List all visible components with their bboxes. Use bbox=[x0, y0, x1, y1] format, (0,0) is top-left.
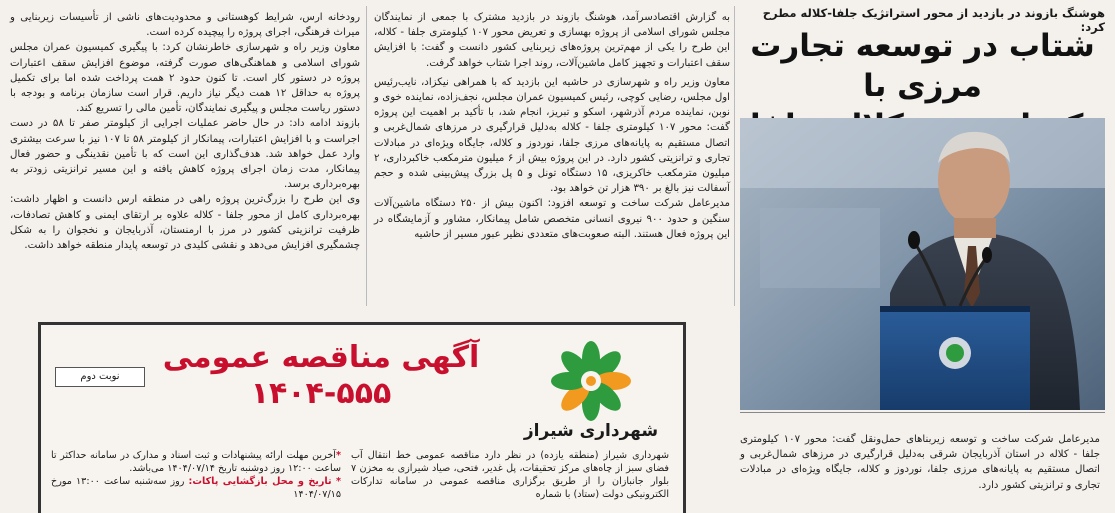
tender-number: ۱۴۰۴-۵۵۵ bbox=[250, 376, 392, 411]
column-divider bbox=[366, 6, 367, 306]
article-photo bbox=[740, 118, 1105, 410]
submission-deadline bbox=[51, 449, 341, 475]
tender-title: آگهی مناقصه عمومی bbox=[162, 340, 480, 375]
opening-date-text: روز سه‌شنبه ساعت ۱۳:۰۰ مورخ ۱۴۰۴/۰۷/۱۵ bbox=[51, 476, 341, 500]
caption-divider bbox=[740, 412, 1105, 413]
opening-date bbox=[51, 475, 341, 501]
opening-date-label: * تاریخ و محل بازگشایی پاکات: bbox=[188, 476, 341, 487]
notice-round-badge: نوبت دوم bbox=[55, 367, 145, 387]
tender-deadlines bbox=[51, 449, 341, 501]
body-paragraph: معاون وزیر راه و شهرسازی خاطرنشان کرد: با پیگیری کمیسیون عمران مجلس شورای اسلامی و هماهنگی‌های صورت گرفته، موضوع افزایش سقف اعتبارات پروژه در دستور کار است. تا کنون حدود ۲ همت پرداخت شده اما برای تکمیل پروژه به حداقل ۱۲ همت دیگر نیاز داریم. قرار است سازمان برنامه و بودجه با دستور ریاست مجلس و پیگیری نمایندگان، تأمین مالی را تسریع کند. bbox=[10, 42, 360, 115]
body-paragraph: معاون وزیر راه و شهرسازی در حاشیه این بازدید که با همراهی نیکزاد، نایب‌رئیس اول مجلس، رضایی کوچی، رئیس کمیسیون عمران مجلس، نجف‌زاده، نماینده خوی و نوبن، نماینده مردم آذرشهر، اسکو و تبریز، انجام شد، با تأکید بر اهمیت این پروژه گفت: محور ۱۰۷ کیلومتری جلفا - کلاله به‌دلیل قرارگیری در مرزهای شمال‌غربی و اتصال مستقیم به پایانه‌های مرزی جلفا، نوردوز و کلاله، جایگاه ویژه‌ای در مبادلات تجاری و ترانزیتی کشور دارد. در این پروژه بیش از ۶ میلیون مترمکعب خاکبرداری، ۲ میلیون مترمکعب خاکریزی، ۱۵ دستگاه تونل و ۵ پل بزرگ پیش‌بینی شده و حجم آسفالت نیز بالغ بر ۳۹۰ هزار تن خواهد بود. bbox=[374, 76, 730, 195]
flower-logo-icon bbox=[541, 339, 641, 423]
column-divider bbox=[734, 6, 735, 306]
article-kicker: هوشنگ بازوند در بازدید از محور استراتژیک جلفا-کلاله مطرح کرد: bbox=[762, 6, 1105, 34]
speaker-photo-illustration bbox=[740, 118, 1105, 410]
tender-description: شهرداری شیراز (منطقه یازده) در نظر دارد مناقصه عمومی خط انتقال آب فضای سبز از چاه‌های مرکز تحقیقات، پل غدیر، فتحی، صیاد شیرازی به مخزن ۷ بلوار جانبازان را از طریق برگزاری مناقصه عمومی در سامانه تدارکات الکترونیکی دولت (ستاد) با شماره bbox=[351, 450, 669, 500]
tender-advertisement bbox=[38, 322, 686, 513]
bullet-marker: * bbox=[335, 450, 341, 461]
body-paragraph: مدیرعامل شرکت ساخت و توسعه افزود: اکنون بیش از ۲۵۰ دستگاه ماشین‌آلات سنگین و حدود ۹۰۰ نیروی انسانی متخصص شامل پیمانکار، مشاور و آزمایشگاه در این پروژه فعال هستند. البته صعوبت‌های متعددی نظیر عبور مسیر از حاشیه bbox=[374, 198, 730, 240]
photo-caption-text bbox=[740, 432, 1100, 493]
submission-deadline-text: آخرین مهلت ارائه پیشنهادات و ثبت اسناد و مدارک در سامانه حداکثر تا ساعت ۱۲:۰۰ روز دوشنبه تاریخ ۱۴۰۴/۰۷/۱۴ می‌باشد. bbox=[51, 450, 341, 474]
body-paragraph: وی این طرح را بزرگ‌ترین پروژه راهی در منطقه ارس دانست و اظهار داشت: بهره‌برداری کامل از محور جلفا - کلاله علاوه بر ارتقای ایمنی و کاهش تصادفات، ظرفیت ترانزیتی کشور در مرز با ارمنستان، آذربایجان و نخجوان را به شکل چشمگیری افزایش می‌دهد و نقشی کلیدی در توسعه پایدار منطقه خواهد داشت. bbox=[10, 194, 360, 252]
headline-line-1: شتاب در توسعه تجارت مرزی با bbox=[750, 28, 1095, 104]
article-column-left bbox=[10, 10, 360, 253]
body-paragraph: بازوند ادامه داد: در حال حاضر عملیات اجرایی از کیلومتر صفر تا ۵۸ در دست اجراست و با افزایش اعتبارات، پیمانکار از کیلومتر ۵۸ تا ۱۰۷ نیز با سرعت بیشتری وارد عمل خواهد شد. هدف‌گذاری این است که با تأمین نقدینگی و حضور فعال پیمانکار، مدت زمان اجرای پروژه کاهش یافته و این مسیر ترانزیتی زودتر به بهره‌برداری برسد. bbox=[10, 118, 360, 191]
caption-paragraph: مدیرعامل شرکت ساخت و توسعه زیربناهای حمل‌ونقل گفت: محور ۱۰۷ کیلومتری جلفا - کلاله در استان آذربایجان شرقی به‌دلیل قرارگیری در مرزهای شمال‌غربی و اتصال مستقیم به پایانه‌های مرزی جلفا، نوردوز و کلاله، جایگاه ویژه‌ای در مبادلات تجاری و ترانزیتی کشور دارد. bbox=[740, 434, 1100, 491]
article-column-middle bbox=[374, 10, 730, 242]
organization-name: شهرداری شیراز bbox=[523, 421, 659, 441]
body-paragraph: به گزارش اقتصادسرآمد، هوشنگ بازوند در بازدید مشترک با جمعی از نمایندگان مجلس شورای اسلامی از پروژه بهسازی و تعریض محور ۱۰۷ کیلومتری جلفا - کلاله، این طرح را یکی از مهم‌ترین پروژه‌های زیربنایی کشور دانست و گفت: با افزایش سقف اعتبارات و تجهیز کامل ماشین‌آلات، روند اجرا شتاب خواهد گرفت. bbox=[374, 12, 731, 69]
body-paragraph: رودخانه ارس، شرایط کوهستانی و محدودیت‌های ناشی از تأسیسات زیربنایی و میراث فرهنگی، اجرای پروژه را پیچیده کرده است. bbox=[10, 12, 360, 39]
